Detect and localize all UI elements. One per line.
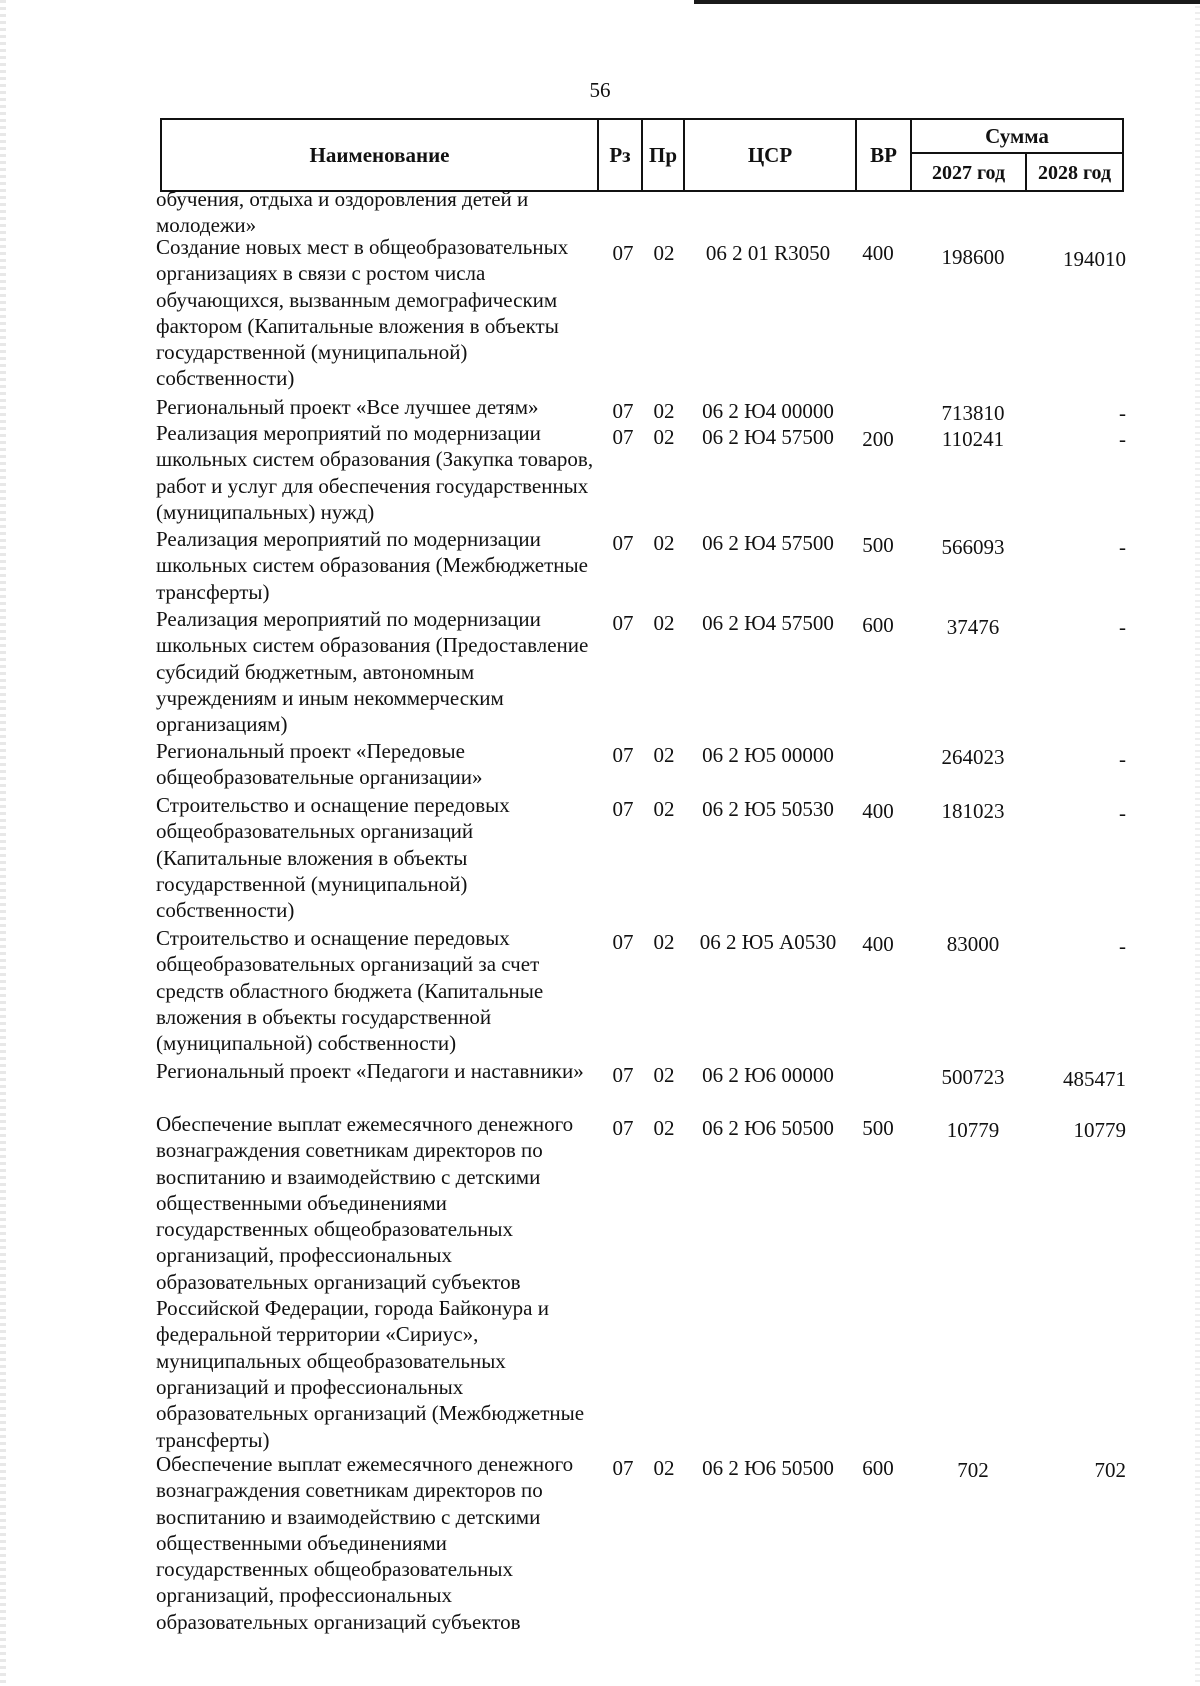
header-year-2028: 2028 год bbox=[1037, 161, 1112, 184]
table-header bbox=[160, 118, 1124, 192]
row-sum-2028: - bbox=[1119, 401, 1126, 425]
row-rz: 07 bbox=[612, 241, 634, 265]
header-name: Наименование bbox=[162, 120, 599, 190]
row-pr: 02 bbox=[653, 743, 675, 767]
row-vr: 500 bbox=[862, 533, 894, 557]
header-sum: Сумма bbox=[912, 120, 1122, 154]
row-name: Обеспечение выплат ежемесячного денежного вознаграждения советникам директоров по воспитанию и взаимодействию с детскими общественными объединениями государственных общеобразовательных организаций, профессиональных образовательных организаций субъектов bbox=[156, 1452, 574, 1634]
row-rz: 07 bbox=[612, 399, 634, 423]
row-pr: 02 bbox=[653, 797, 675, 821]
row-sum-2028: - bbox=[1119, 934, 1126, 958]
header-csr: ЦСР bbox=[685, 120, 857, 190]
row-pr: 02 bbox=[653, 611, 675, 635]
row-vr: 400 bbox=[862, 799, 894, 823]
row-name: Региональный проект «Передовые общеобразовательные организации» bbox=[156, 739, 483, 790]
row-csr: 06 2 Ю4 57500 bbox=[702, 425, 834, 449]
row-pr: 02 bbox=[653, 930, 675, 954]
row-rz: 07 bbox=[612, 743, 634, 767]
row-rz: 07 bbox=[612, 611, 634, 635]
row-rz: 07 bbox=[612, 1456, 634, 1480]
row-rz: 07 bbox=[612, 1063, 634, 1087]
row-name: Строительство и оснащение передовых общеобразовательных организаций за счет средств областного бюджета (Капитальные вложения в объекты государственной (муниципальной) собственности) bbox=[156, 926, 544, 1056]
row-name: Региональный проект «Педагоги и наставники» bbox=[156, 1059, 584, 1083]
row-sum-2028: 10779 bbox=[1073, 1118, 1126, 1142]
row-sum-2027: 37476 bbox=[946, 615, 1000, 639]
row-vr: 600 bbox=[862, 613, 894, 637]
row-sum-2027: 713810 bbox=[941, 401, 1005, 425]
row-sum-2027: 566093 bbox=[941, 535, 1005, 559]
row-csr: 06 2 Ю6 00000 bbox=[702, 1063, 834, 1087]
row-csr: 06 2 Ю6 50500 bbox=[702, 1116, 834, 1140]
row-rz: 07 bbox=[612, 797, 634, 821]
row-pr: 02 bbox=[653, 1456, 675, 1480]
header-vr: ВР bbox=[857, 120, 912, 190]
row-sum-2028: - bbox=[1119, 427, 1126, 451]
row-sum-2027: 264023 bbox=[941, 745, 1005, 769]
row-sum-2027: 10779 bbox=[946, 1118, 1000, 1142]
row-csr: 06 2 Ю4 00000 bbox=[702, 399, 834, 423]
header-rz: Рз bbox=[599, 120, 643, 190]
scan-edge-left bbox=[0, 0, 6, 1686]
row-csr: 06 2 Ю5 00000 bbox=[702, 743, 834, 767]
page-number: 56 bbox=[589, 78, 611, 102]
row-csr: 06 2 Ю5 50530 bbox=[702, 797, 834, 821]
row-pr: 02 bbox=[653, 425, 675, 449]
row-sum-2028: - bbox=[1119, 801, 1126, 825]
row-sum-2028: - bbox=[1119, 615, 1126, 639]
row-sum-2028: - bbox=[1119, 747, 1126, 771]
header-sum-group bbox=[912, 120, 1122, 190]
row-name: Строительство и оснащение передовых общеобразовательных организаций (Капитальные вложения в объекты государственной (муниципальной) собственности) bbox=[156, 793, 510, 923]
row-name: Региональный проект «Все лучшее детям» bbox=[156, 395, 539, 419]
row-sum-2028: 194010 bbox=[1063, 247, 1126, 271]
row-pr: 02 bbox=[653, 1063, 675, 1087]
row-rz: 07 bbox=[612, 425, 634, 449]
row-rz: 07 bbox=[612, 1116, 634, 1140]
row-sum-2028: 485471 bbox=[1063, 1067, 1126, 1091]
header-year-2027: 2027 год bbox=[912, 154, 1027, 192]
row-pr: 02 bbox=[653, 531, 675, 555]
row-vr: 400 bbox=[862, 932, 894, 956]
row-name: Реализация мероприятий по модернизации школьных систем образования (Закупка товаров, работ и услуг для обеспечения государственных (муниципальных) нужд) bbox=[156, 421, 594, 524]
row-sum-2027: 702 bbox=[957, 1458, 989, 1482]
scan-edge-right bbox=[1195, 0, 1200, 1686]
row-name: Реализация мероприятий по модернизации школьных систем образования (Межбюджетные трансферты) bbox=[156, 527, 588, 604]
row-sum-2027: 110241 bbox=[941, 427, 1005, 451]
row-rz: 07 bbox=[612, 930, 634, 954]
row-name: Обеспечение выплат ежемесячного денежного вознаграждения советникам директоров по воспитанию и взаимодействию с детскими общественными объединениями государственных общеобразовательных организаций, профессиональных образовательных организаций субъектов Российской Федерации, города Байконура и федеральной территории «Сириус», муниципальных общеобразовательных организаций и профессиональных образовательных организаций (Межбюджетные трансферты) bbox=[156, 1112, 585, 1452]
continuation-text: обучения, отдыха и оздоровления детей и молодежи» bbox=[156, 187, 529, 238]
row-vr: 400 bbox=[862, 241, 894, 265]
row-csr: 06 2 Ю4 57500 bbox=[702, 611, 834, 635]
row-sum-2028: 702 bbox=[1094, 1458, 1126, 1482]
row-rz: 07 bbox=[612, 531, 634, 555]
row-vr: 600 bbox=[862, 1456, 894, 1480]
row-sum-2027: 500723 bbox=[941, 1065, 1005, 1089]
row-sum-2027: 181023 bbox=[941, 799, 1005, 823]
row-csr: 06 2 Ю4 57500 bbox=[702, 531, 834, 555]
row-pr: 02 bbox=[653, 1116, 675, 1140]
header-pr: Пр bbox=[643, 120, 685, 190]
row-vr: 500 bbox=[862, 1116, 894, 1140]
scan-line-top bbox=[694, 0, 1200, 4]
row-vr: 200 bbox=[862, 427, 894, 451]
row-pr: 02 bbox=[653, 399, 675, 423]
row-csr: 06 2 Ю6 50500 bbox=[702, 1456, 834, 1480]
row-csr: 06 2 01 R3050 bbox=[705, 241, 831, 265]
row-csr: 06 2 Ю5 А0530 bbox=[699, 930, 837, 954]
row-sum-2027: 83000 bbox=[946, 932, 1000, 956]
row-pr: 02 bbox=[653, 241, 675, 265]
row-name: Реализация мероприятий по модернизации школьных систем образования (Предоставление субсидий бюджетным, автономным учреждениям и иным некоммерческим организациям) bbox=[156, 607, 589, 737]
row-sum-2028: - bbox=[1119, 535, 1126, 559]
row-name: Создание новых мест в общеобразовательных организациях в связи с ростом числа обучающихся, вызванным демографическим фактором (Капитальные вложения в объекты государственной (муниципальной) собственности) bbox=[156, 235, 569, 391]
row-sum-2027: 198600 bbox=[941, 245, 1005, 269]
